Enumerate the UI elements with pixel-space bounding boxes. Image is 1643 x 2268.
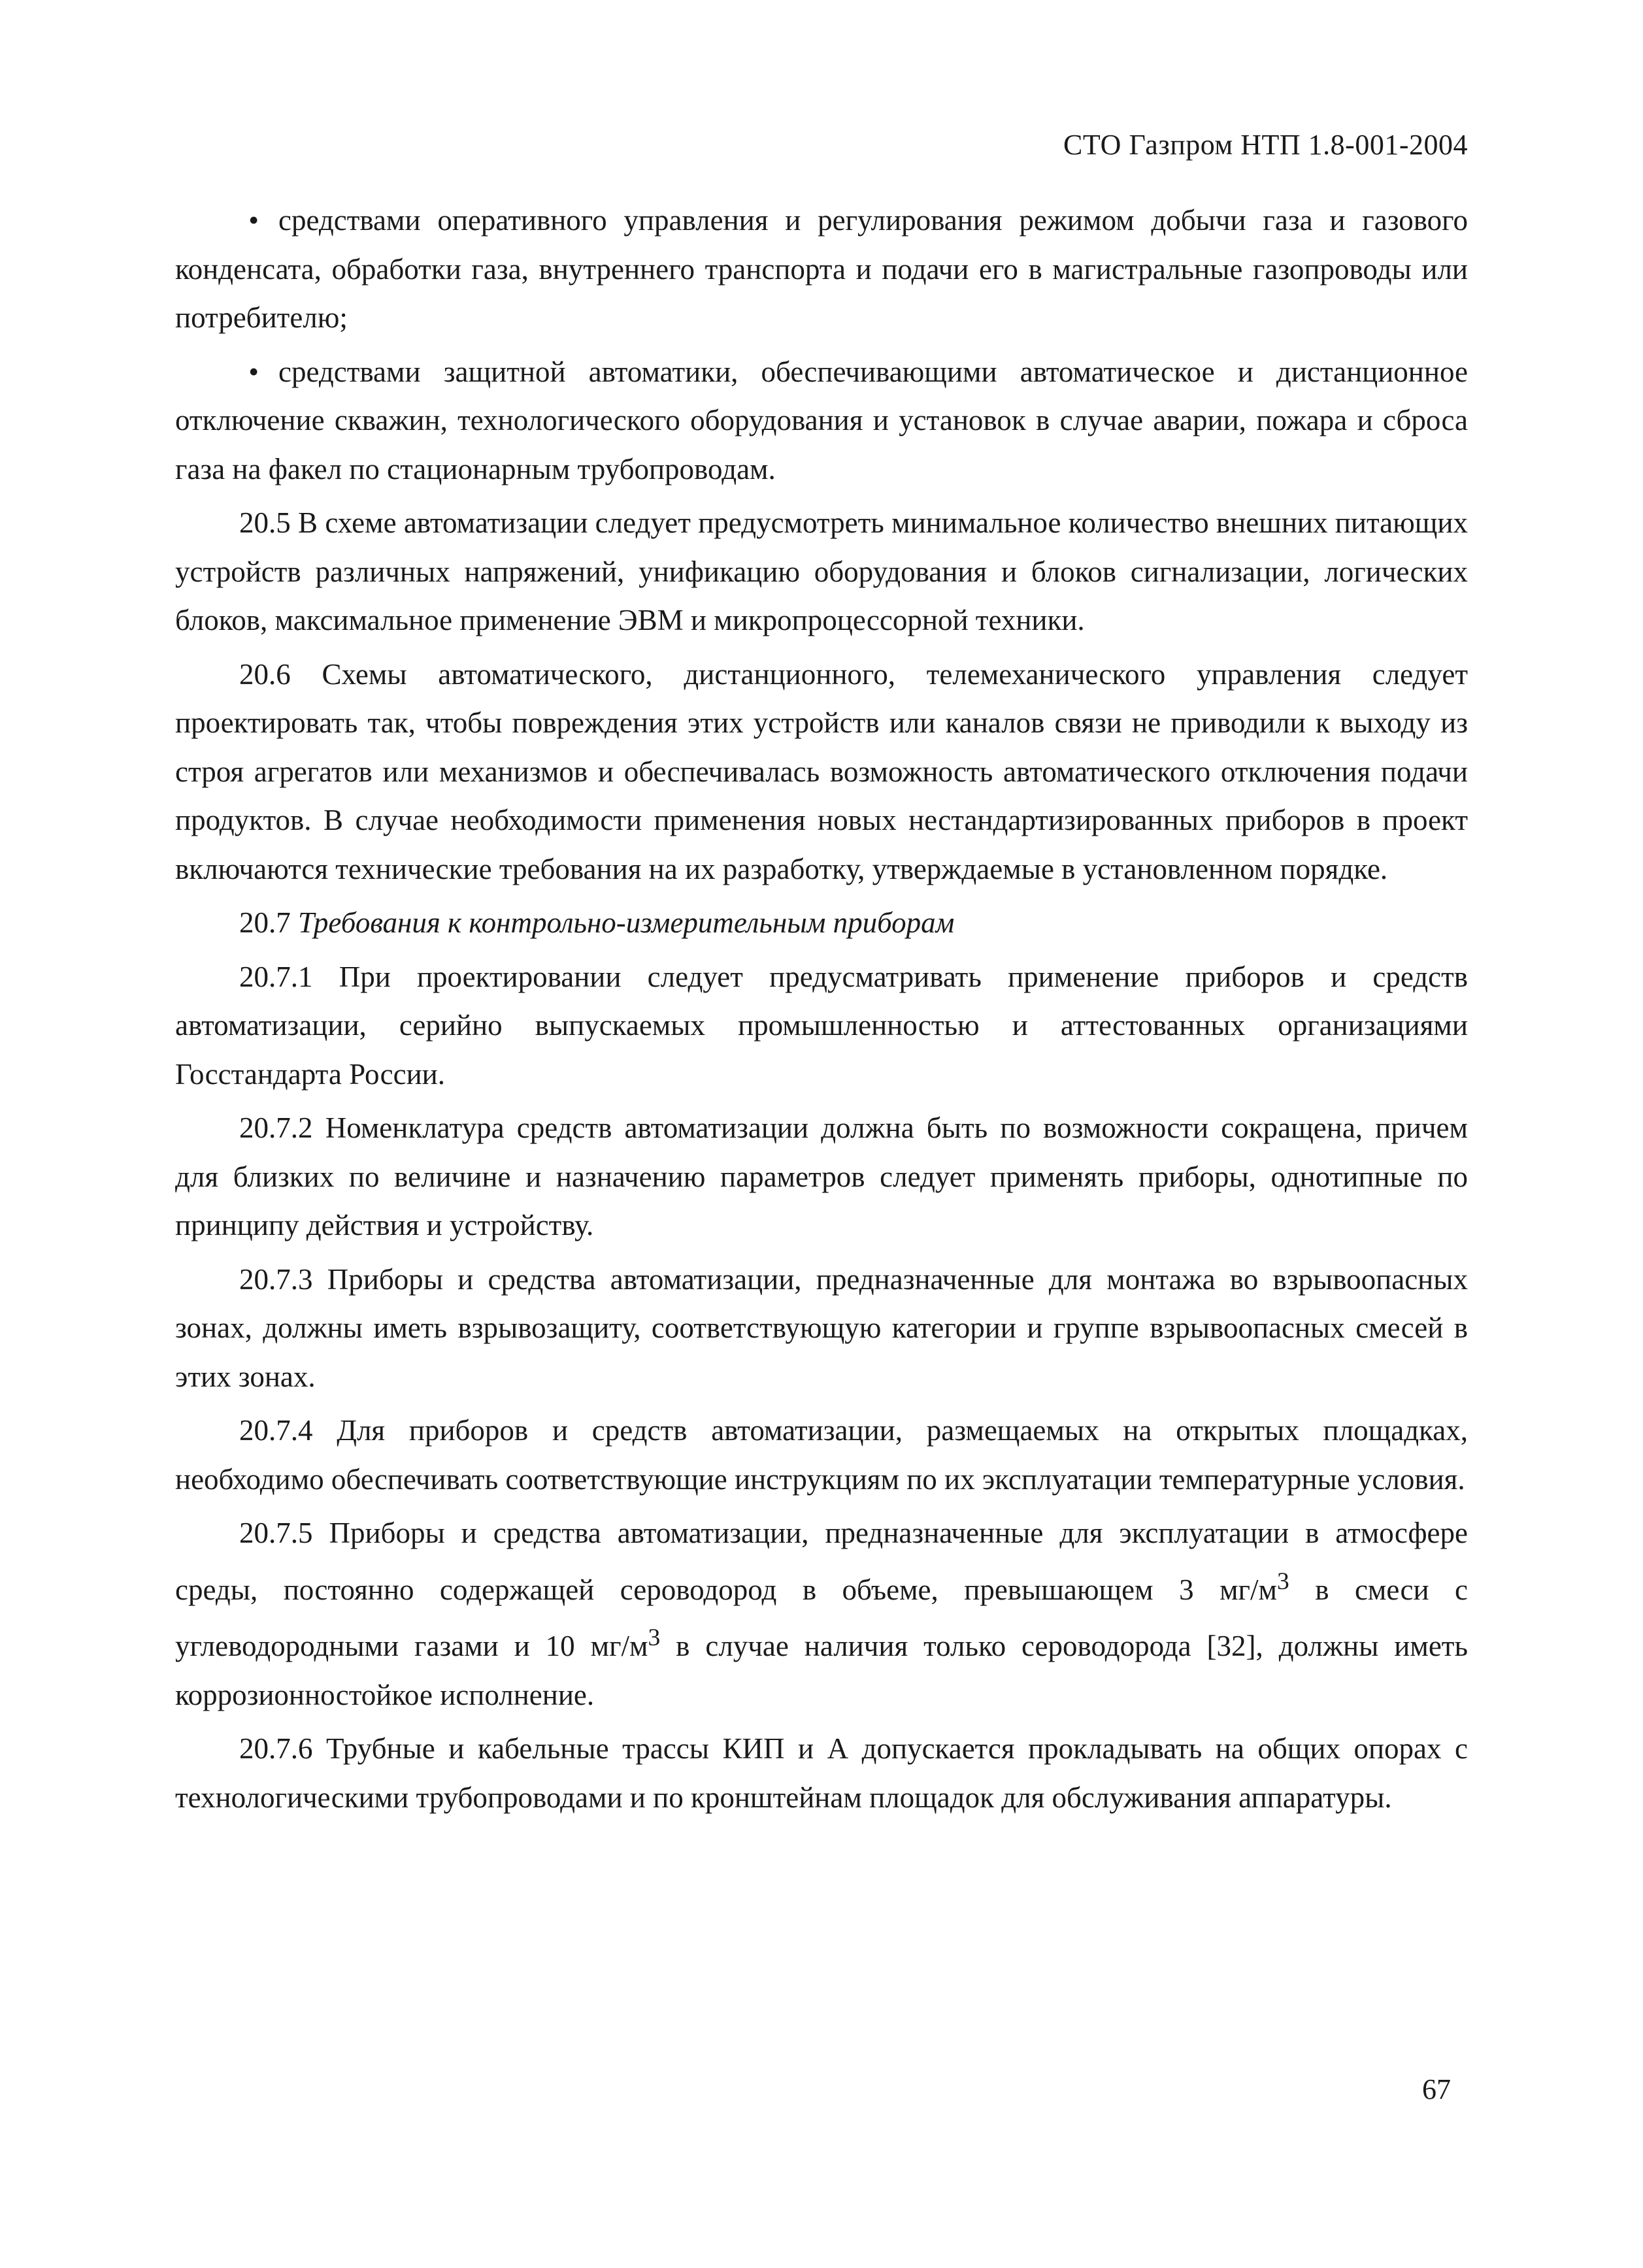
section-number: 20.7 [239, 906, 298, 939]
paragraph-20-7-heading [175, 898, 1468, 947]
document-body [175, 196, 1468, 1822]
paragraph-20-6: 20.6 Схемы автоматического, дистанционного, телемеханического управления следует проектировать так, чтобы повреждения этих устройств или каналов связи не приводили к выходу из строя агрегатов или механизмов и обеспечивалась возможность автоматического отключения подачи продуктов. В случае необходимости применения новых нестандартизированных приборов в проект включаются технические требования на их разработку, утверждаемые в установленном порядке. [175, 657, 1468, 885]
bullet-text: средствами защитной автоматики, обеспечивающими автоматическое и дистанционное отключение скважин, технологического оборудования и установок в случае аварии, пожара и сброса газа на факел по стационарным трубопроводам. [175, 355, 1468, 485]
paragraph-20-7-4: 20.7.4 Для приборов и средств автоматизации, размещаемых на открытых площадках, необходимо обеспечивать соответствующие инструкциям по их эксплуатации температурные условия. [175, 1414, 1468, 1496]
paragraph-20-7-1: 20.7.1 При проектировании следует предусматривать применение приборов и средств автоматизации, серийно выпускаемых промышленностью и аттестованных организациями Госстандарта России. [175, 960, 1468, 1091]
bullet-text: средствами оперативного управления и регулирования режимом добычи газа и газового конденсата, обработки газа, внутреннего транспорта и подачи его в магистральные газопроводы или потребителю; [175, 204, 1468, 334]
paragraph-20-7-3: 20.7.3 Приборы и средства автоматизации, предназначенные для монтажа во взрывоопасных зонах, должны иметь взрывозащиту, соответствующую категории и группе взрывоопасных смесей в этих зонах. [175, 1262, 1468, 1393]
paragraph-20-5: 20.5 В схеме автоматизации следует предусмотреть минимальное количество внешних питающих устройств различных напряжений, унификацию оборудования и блоков сигнализации, логических блоков, максимальное применение ЭВМ и микропроцессорной техники. [175, 506, 1468, 636]
paragraph-20-7-6: 20.7.6 Трубные и кабельные трассы КИП и А допускается прокладывать на общих опорах с технологическими трубопроводами и по кронштейнам площадок для обслуживания аппаратуры. [175, 1732, 1468, 1814]
paragraph-20-7-5 [175, 1509, 1468, 1719]
section-title: Требования к контрольно-измерительным приборам [298, 906, 955, 939]
bullet-item-protective-automation [175, 348, 1468, 494]
text-segment: в случае наличия только сероводорода [32], должны иметь коррозионностойкое исполнение. [175, 1630, 1468, 1711]
document-code-header: СТО Газпром НТП 1.8-001-2004 [1063, 129, 1468, 161]
text-segment: 20.7.5 Приборы и средства автоматизации, предназначенные для эксплуатации в атмосфере среды, постоянно содержащей сероводород в объеме, превышающем 3 мг/м [175, 1517, 1468, 1606]
bullet-marker: • [248, 204, 259, 237]
text-segment: в смеси с углеводородными газами и 10 мг/м [175, 1573, 1468, 1662]
superscript: 3 [1277, 1568, 1289, 1595]
superscript: 3 [648, 1624, 661, 1651]
bullet-item-operational-control [175, 196, 1468, 342]
paragraph-20-7-2: 20.7.2 Номенклатура средств автоматизации должна быть по возможности сокращена, причем для близких по величине и назначению параметров следует применять приборы, однотипные по принципу действия и устройству. [175, 1111, 1468, 1241]
page-number: 67 [1422, 2073, 1451, 2105]
bullet-marker: • [248, 355, 259, 388]
